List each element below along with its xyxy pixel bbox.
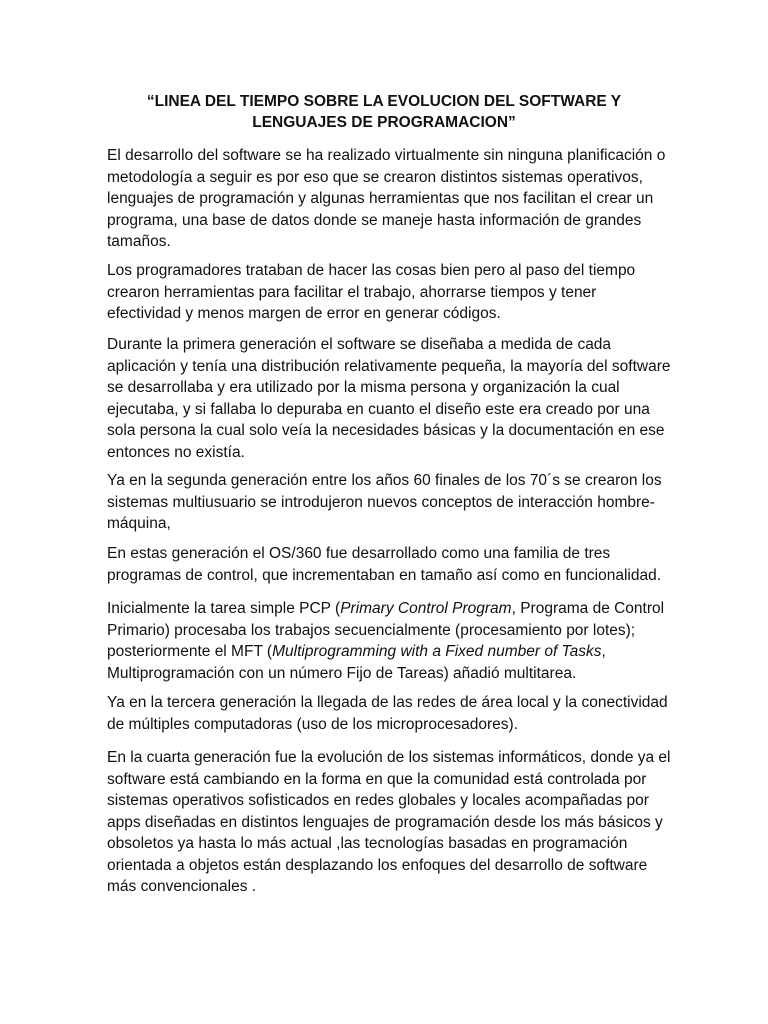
text-line: software está cambiando en la forma en que la comunidad está controlada por [107, 770, 647, 788]
text-line: máquina, [107, 515, 171, 532]
text-line: tamaños. [107, 233, 171, 250]
text-line: sistemas multiusuario se introdujeron nuevos conceptos de interacción hombre- [107, 493, 655, 511]
text-line [107, 598, 667, 620]
text-line: efectividad y menos margen de error en generar códigos. [107, 305, 501, 322]
italic-term: Primary Control Program [340, 600, 512, 617]
paragraph-programmers [107, 260, 667, 325]
text-line: Primario) procesaba los trabajos secuencialmente (procesamiento por lotes); [107, 621, 636, 639]
italic-term: Multiprogramming with a Fixed number of Tasks [272, 643, 602, 660]
text-segment: , Programa de Control [511, 600, 665, 617]
text-line: sistemas operativos sofisticados en redes globales y locales acompañadas por [107, 792, 649, 809]
text-segment: posteriormente el MFT ( [107, 643, 273, 660]
paragraph-first-generation [107, 334, 671, 463]
text-line: Durante la primera generación el software se diseñaba a medida de cada [107, 336, 612, 353]
text-line: programas de control, que incrementaban en tamaño así como en funcionalidad. [107, 566, 662, 584]
text-line: El desarrollo del software se ha realizado virtualmente sin ninguna planificación o [107, 147, 666, 164]
text-line: Ya en la segunda generación entre los años 60 finales de los 70´s se crearon los [107, 472, 662, 489]
text-line: Ya en la tercera generación la llegada de las redes de área local y la conectividad [107, 694, 668, 711]
text-line: sola persona la cual solo veía la necesidades básicas y la documentación en ese [107, 422, 665, 439]
text-line: En la cuarta generación fue la evolución de los sistemas informáticos, donde ya el [107, 749, 671, 766]
paragraph-intro [107, 145, 667, 253]
paragraph-os360 [107, 543, 667, 586]
text-line [107, 641, 667, 663]
text-line: Los programadores trataban de hacer las cosas bien pero al paso del tiempo [107, 262, 636, 279]
title-line: “LINEA DEL TIEMPO SOBRE LA EVOLUCION DEL SOFTWARE Y [146, 93, 622, 110]
text-line: se desarrollaba y era utilizado por la misma persona y organización la cual [107, 379, 620, 396]
paragraph-pcp-mft [107, 598, 667, 684]
text-segment: Inicialmente la tarea simple PCP ( [107, 600, 341, 617]
paragraph-fourth-generation [107, 747, 671, 898]
text-segment: , [601, 643, 606, 660]
text-line: entonces no existía. [107, 443, 245, 461]
document-title [0, 91, 768, 133]
text-line: apps diseñadas en distintos lenguajes de programación desde los más básicos y [107, 813, 663, 831]
text-line: Multiprogramación con un número Fijo de Tareas) añadió multitarea. [107, 664, 577, 682]
text-line: más convencionales . [107, 878, 257, 895]
paragraph-second-generation [107, 470, 667, 535]
text-line: crearon herramientas para facilitar el trabajo, ahorrarse tiempos y tener [107, 283, 597, 301]
text-line: orientada a objetos están desplazando los enfoques del desarrollo de software [107, 856, 648, 874]
text-line: obsoletos ya hasta lo más actual ,las tecnologías basadas en programación [107, 835, 628, 852]
title-line: LENGUAJES DE PROGRAMACION” [252, 114, 516, 131]
text-line: lenguajes de programación y algunas herramientas que nos facilitan el crear un [107, 190, 654, 207]
text-line: ejecutaba, y si fallaba lo depuraba en cuanto el diseño este era creado por una [107, 400, 650, 418]
paragraph-third-generation [107, 692, 667, 735]
text-line: aplicación y tenía una distribución relativamente pequeña, la mayoría del software [107, 357, 671, 375]
text-line: de múltiples computadoras (uso de los microprocesadores). [107, 715, 518, 733]
text-line: programa, una base de datos donde se maneje hasta información de grandes [107, 211, 642, 229]
text-line: En estas generación el OS/360 fue desarrollado como una familia de tres [107, 545, 611, 562]
text-line: metodología a seguir es por eso que se crearon distintos sistemas operativos, [107, 168, 643, 186]
